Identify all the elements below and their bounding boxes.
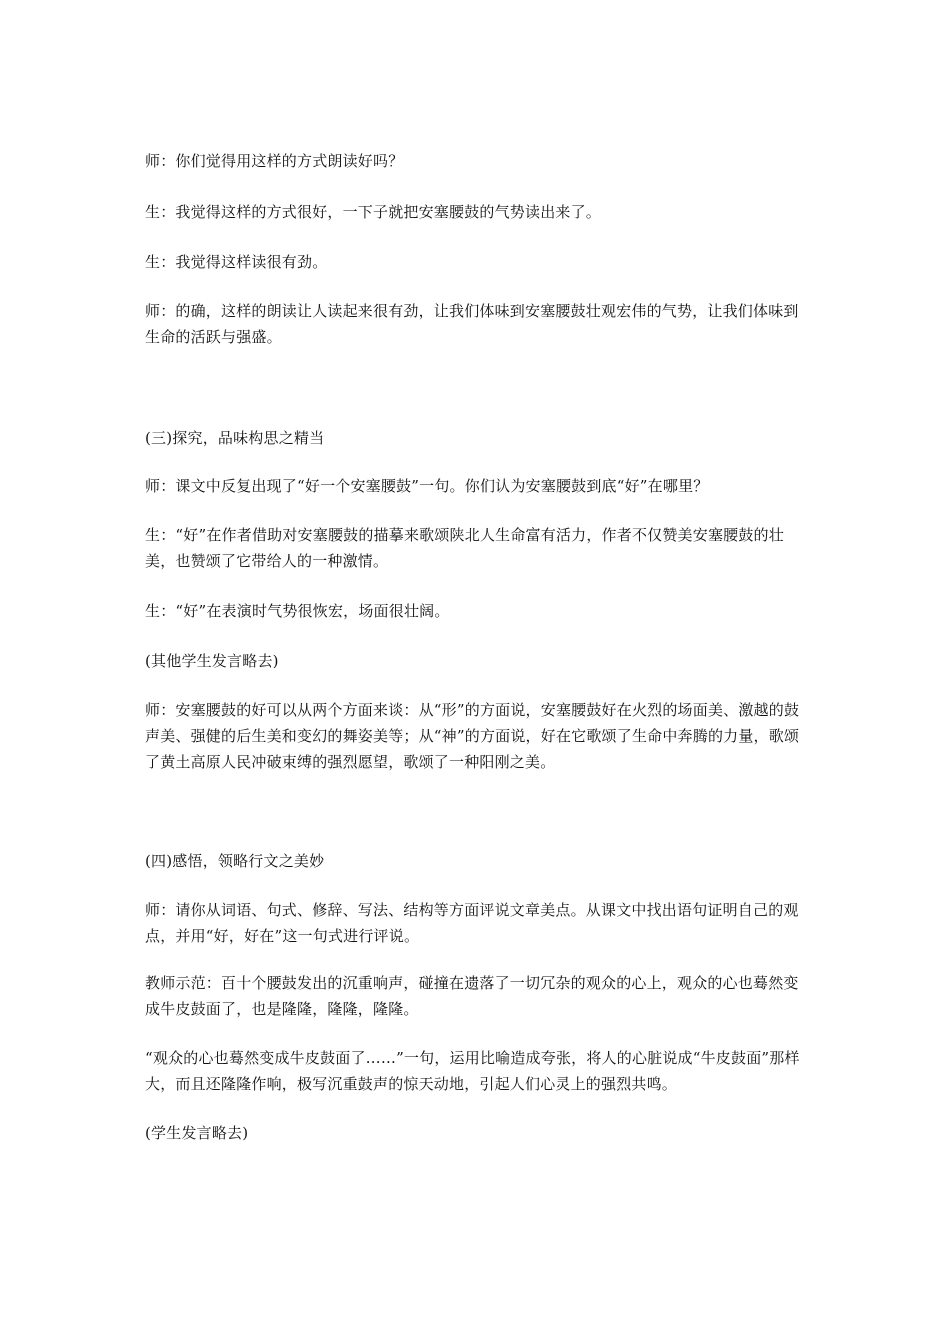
paragraph-teacher-summary: 师：的确，这样的朗读让人读起来很有劲，让我们体味到安塞腰鼓壮观宏伟的气势，让我们体味到生命的活跃与强盛。 <box>145 302 799 346</box>
paragraph-teacher-question-2: 师：课文中反复出现了“好一个安塞腰鼓”一句。你们认为安塞腰鼓到底“好”在哪里？ <box>145 477 709 495</box>
paragraph-teacher-analysis: 师：安塞腰鼓的好可以从两个方面来谈：从“形”的方面说，安塞腰鼓好在火烈的场面美、激越的鼓声美、强健的后生美和变幻的舞姿美等；从“神”的方面说，好在它歌颂了生命中奔腾的力量，歌颂了黄土高原人民冲破束缚的强烈愿望，歌颂了一种阳刚之美。 <box>145 701 800 771</box>
section-heading-3: (三)探究，品味构思之精当 <box>145 429 325 447</box>
paragraph-teacher-task: 师：请你从词语、句式、修辞、写法、结构等方面评说文章美点。从课文中找出语句证明自己的观点，并用“好，好在”这一句式进行评说。 <box>145 901 799 945</box>
section-heading-4: (四)感悟，领略行文之美妙 <box>145 852 325 870</box>
paragraph-note-2: (学生发言略去) <box>145 1124 249 1142</box>
paragraph-student-reply-2: 生：我觉得这样读很有劲。 <box>145 253 328 271</box>
paragraph-demo-analysis: “观众的心也蓦然变成牛皮鼓面了……”一句，运用比喻造成夸张，将人的心脏说成“牛皮鼓面”那样大，而且还隆隆作响，极写沉重鼓声的惊天动地，引起人们心灵上的强烈共鸣。 <box>145 1049 800 1093</box>
paragraph-teacher-demo: 教师示范：百十个腰鼓发出的沉重响声，碰撞在遗落了一切冗杂的观众的心上，观众的心也蓦然变成牛皮鼓面了，也是隆隆，隆隆，隆隆。 <box>145 974 799 1018</box>
paragraph-note-1: (其他学生发言略去) <box>145 652 279 670</box>
paragraph-teacher-question: 师：你们觉得用这样的方式朗读好吗？ <box>145 152 404 170</box>
paragraph-student-reply-1: 生：我觉得这样的方式很好，一下子就把安塞腰鼓的气势读出来了。 <box>145 203 602 221</box>
paragraph-student-answer-1: 生：“好”在作者借助对安塞腰鼓的描摹来歌颂陕北人生命富有活力，作者不仅赞美安塞腰鼓的壮美，也赞颂了它带给人的一种激情。 <box>145 526 784 570</box>
paragraph-student-answer-2: 生：“好”在表演时气势很恢宏，场面很壮阔。 <box>145 602 450 620</box>
